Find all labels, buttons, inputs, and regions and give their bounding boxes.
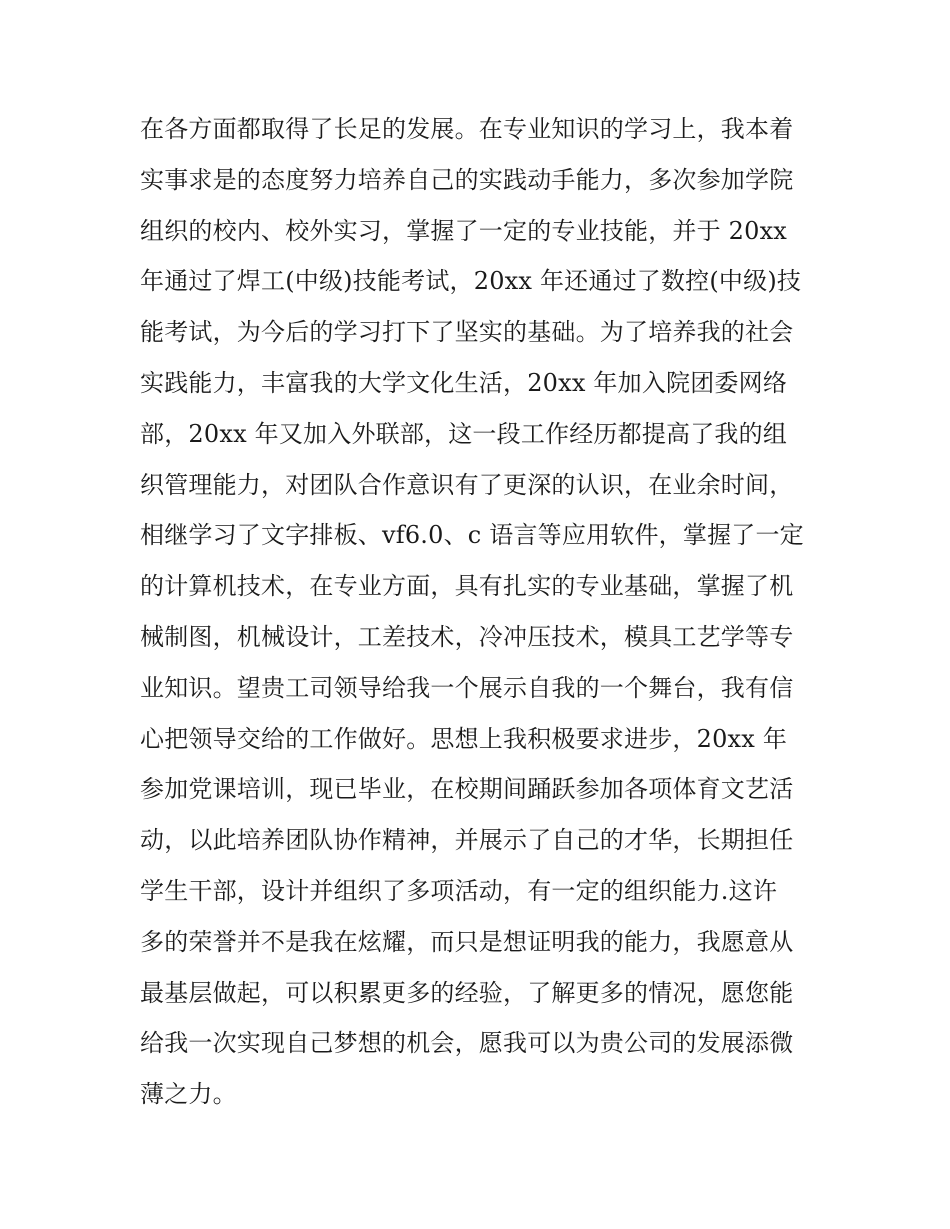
body-paragraph [140, 104, 820, 1120]
text-line: 的计算机技术，在专业方面，具有扎实的专业基础，掌握了机 [140, 572, 794, 601]
text-line: 最基层做起，可以积累更多的经验，了解更多的情况，愿您能 [140, 978, 794, 1007]
text-line: 实事求是的态度努力培养自己的实践动手能力，多次参加学院 [140, 165, 794, 194]
text-line: 多的荣誉并不是我在炫耀，而只是想证明我的能力，我愿意从 [140, 927, 794, 956]
text-line: 实践能力，丰富我的大学文化生活，20xx 年加入院团委网络 [140, 368, 788, 397]
text-line: 年通过了焊工(中级)技能考试，20xx 年还通过了数控(中级)技 [140, 267, 802, 296]
text-line: 参加党课培训，现已毕业，在校期间踊跃参加各项体育文艺活 [140, 775, 794, 804]
text-line: 给我一次实现自己梦想的机会，愿我可以为贵公司的发展添微 [140, 1029, 794, 1058]
text-line: 学生干部，设计并组织了多项活动，有一定的组织能力.这许 [140, 876, 778, 905]
text-line: 心把领导交给的工作做好。思想上我积极要求进步，20xx 年 [140, 724, 788, 753]
text-line: 械制图，机械设计，工差技术，冷冲压技术，模具工艺学等专 [140, 622, 794, 651]
text-line: 在各方面都取得了长足的发展。在专业知识的学习上，我本着 [140, 115, 794, 143]
text-line: 动，以此培养团队协作精神，并展示了自己的才华，长期担任 [140, 826, 794, 855]
text-line: 部，20xx 年又加入外联部，这一段工作经历都提高了我的组 [140, 419, 788, 448]
text-line: 织管理能力，对团队合作意识有了更深的认识，在业余时间， [140, 470, 794, 499]
text-line: 相继学习了文字排板、vf6.0、c 语言等应用软件，掌握了一定 [140, 521, 804, 550]
text-line: 薄之力。 [140, 1080, 237, 1109]
text-line: 业知识。望贵工司领导给我一个展示自我的一个舞台，我有信 [140, 673, 794, 702]
text-line: 组织的校内、校外实习，掌握了一定的专业技能，并于 20xx [140, 216, 788, 245]
text-line: 能考试，为今后的学习打下了坚实的基础。为了培养我的社会 [140, 318, 794, 347]
